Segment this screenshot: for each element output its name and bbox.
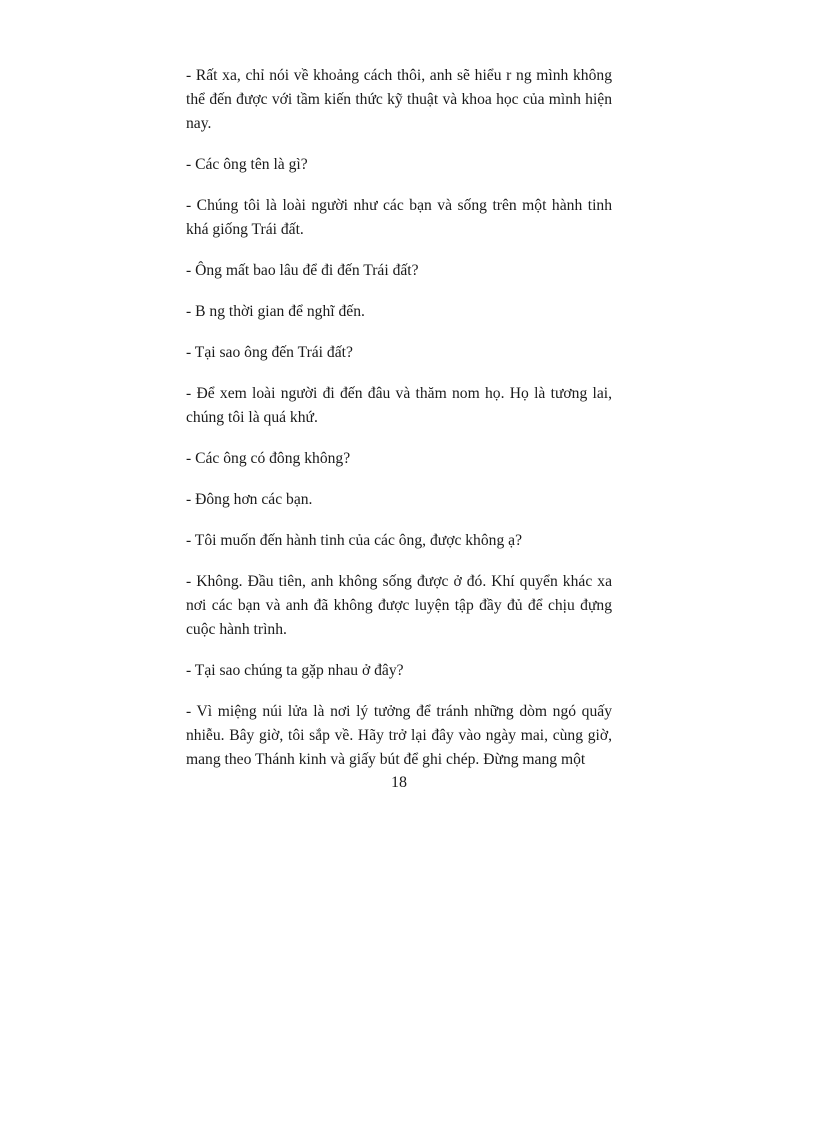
body-text [186,64,612,789]
paragraph: - Tại sao ông đến Trái đất? [186,344,353,361]
paragraph: - Vì miệng núi lửa là nơi lý tưởng để tránh những dòm ngó quấy nhiễu. Bây giờ, tôi sắp về. Hãy trở lại đây vào ngày mai, cùng giờ, mang theo Thánh kinh và giấy bút để ghi chép. Đừng mang một [186,703,612,768]
paragraph: - Đông hơn các bạn. [186,491,313,508]
paragraph: - Ông mất bao lâu để đi đến Trái đất? [186,262,419,279]
paragraph: - Rất xa, chỉ nói về khoảng cách thôi, anh sẽ hiểu r ng mình không thể đến được với tầm kiến thức kỹ thuật và khoa học của mình hiện nay. [186,67,612,132]
paragraph: - Các ông tên là gì? [186,156,308,173]
paragraph: - Tôi muốn đến hành tinh của các ông, được không ạ? [186,532,522,549]
paragraph: - Không. Đầu tiên, anh không sống được ở đó. Khí quyển khác xa nơi các bạn và anh đã không được luyện tập đầy đủ để chịu đựng cuộc hành trình. [186,573,612,638]
paragraph: - Các ông có đông không? [186,450,351,467]
paragraph: - B ng thời gian để nghĩ đến. [186,303,365,320]
paragraph: - Chúng tôi là loài người như các bạn và sống trên một hành tinh khá giống Trái đất. [186,197,612,238]
paragraph: - Để xem loài người đi đến đâu và thăm nom họ. Họ là tương lai, chúng tôi là quá khứ. [186,385,612,426]
page-number: 18 [391,774,407,791]
paragraph: - Tại sao chúng ta gặp nhau ở đây? [186,662,404,679]
